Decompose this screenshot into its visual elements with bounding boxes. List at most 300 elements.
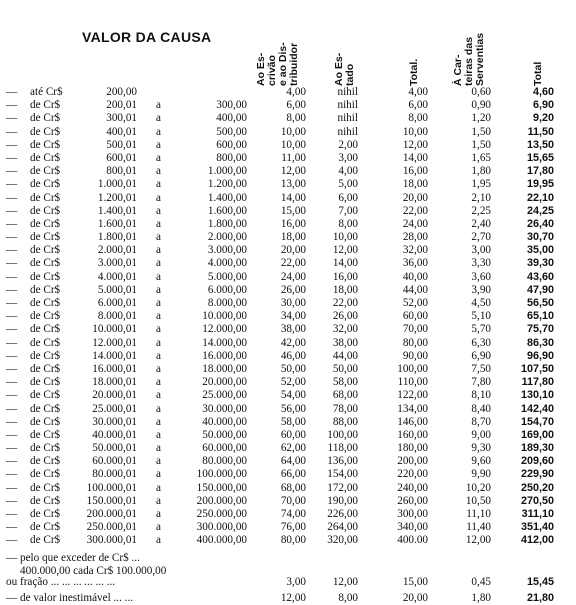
cell-cart: 1,80 — [471, 165, 491, 178]
cell-tot: 146,00 — [397, 415, 428, 428]
cell-high: 200.000,00 — [196, 494, 247, 507]
cell-pfx: de Cr$ — [30, 270, 61, 283]
cell-a: a — [156, 415, 161, 428]
cell-cart: 0,45 — [471, 575, 491, 588]
cell-tot: 220,00 — [397, 468, 428, 481]
cell-high: 250.000,00 — [196, 508, 247, 520]
cell-tot: 18,00 — [402, 178, 428, 191]
cell-low: 150.000,01 — [86, 494, 137, 507]
cell-dash: — — [6, 178, 18, 191]
cell-esc: 26,00 — [280, 283, 306, 296]
cell-cart: 2,25 — [471, 204, 491, 217]
header-carteiras — [453, 33, 486, 86]
cell-high: 18.000,00 — [202, 362, 247, 375]
cell-high: 600,00 — [216, 138, 247, 151]
cell-pfx: de Cr$ — [30, 508, 61, 520]
cell-a: a — [156, 310, 161, 323]
table-row — [0, 429, 576, 442]
footer-label: — de valor inestimável ... ... — [6, 591, 134, 604]
header-carteiras-line-3: Serventias — [474, 32, 486, 86]
cell-cart: 1,20 — [471, 112, 491, 125]
cell-tot: 8,00 — [408, 112, 428, 125]
cell-pfx: de Cr$ — [30, 217, 61, 230]
cell-total: 43,60 — [526, 270, 554, 283]
cell-total: 154,70 — [520, 415, 554, 428]
cell-total: 4,60 — [532, 86, 554, 98]
cell-est: 16,00 — [332, 270, 358, 283]
cell-dash: — — [6, 257, 18, 270]
cell-high: 8.000,00 — [207, 297, 247, 309]
cell-cart: 9,60 — [471, 455, 491, 468]
cell-cart: 3,30 — [471, 257, 491, 270]
cell-tot: 24,00 — [402, 217, 428, 230]
cell-a: a — [156, 231, 161, 244]
header-carteiras-line-1: À Car- — [452, 54, 464, 86]
cell-a: a — [156, 389, 161, 402]
footer-excedente-line-2: 400.000,00 cada Cr$ 100.000,00 — [20, 565, 167, 577]
cell-dash: — — [6, 534, 18, 547]
cell-pfx: de Cr$ — [30, 442, 61, 455]
cell-dash: — — [6, 231, 18, 244]
header-escrivao-line-3: e ao Dis- — [277, 42, 289, 86]
cell-esc: 56,00 — [280, 402, 306, 415]
cell-total: 22,10 — [526, 191, 554, 204]
cell-pfx: de Cr$ — [30, 257, 61, 270]
cell-total: 86,30 — [526, 336, 554, 349]
cell-est: 88,00 — [332, 415, 358, 428]
cell-cart: 1,80 — [471, 591, 491, 604]
cell-pfx: de Cr$ — [30, 231, 61, 244]
cell-low: 800,01 — [106, 165, 137, 178]
cell-cart: 1,95 — [471, 178, 491, 191]
cell-cart: 0,90 — [471, 99, 491, 112]
cell-low: 200.000,01 — [86, 508, 137, 520]
cell-high: 40.000,00 — [202, 415, 247, 428]
table-row — [0, 534, 576, 547]
cell-high: 25.000,00 — [202, 389, 247, 402]
cell-est: 78,00 — [332, 402, 358, 415]
cell-total: 39,30 — [526, 257, 554, 270]
cell-total: 107,50 — [520, 362, 554, 375]
cell-total: 17,80 — [526, 165, 554, 178]
cell-esc: 80,00 — [280, 534, 306, 547]
cell-high: 300.000,00 — [196, 521, 247, 534]
cell-est: 3,00 — [338, 151, 358, 164]
cell-est: 38,00 — [332, 336, 358, 349]
cell-a: a — [156, 151, 161, 164]
cell-high: 300,00 — [216, 99, 247, 112]
cell-esc: 18,00 — [280, 231, 306, 244]
cell-high: 1.200,00 — [207, 178, 247, 191]
cell-cart: 10,50 — [465, 494, 491, 507]
cell-dash: — — [6, 481, 18, 494]
cell-esc: 10,00 — [280, 138, 306, 151]
cell-total: 30,70 — [526, 231, 554, 244]
cell-dash: — — [6, 297, 18, 309]
cell-high: 20.000,00 — [202, 376, 247, 389]
cell-total: 13,50 — [526, 138, 554, 151]
table-row — [0, 139, 576, 152]
table-row — [0, 178, 576, 191]
cell-est: nihil — [337, 86, 358, 98]
cell-total: 130,10 — [520, 389, 554, 402]
cell-tot: 70,00 — [402, 323, 428, 336]
cell-cart: 0,60 — [471, 86, 491, 98]
cell-pfx: de Cr$ — [30, 389, 61, 402]
cell-pfx: de Cr$ — [30, 310, 61, 323]
cell-a: a — [156, 323, 161, 336]
cell-total: 250,20 — [520, 481, 554, 494]
cell-esc: 30,00 — [280, 297, 306, 309]
cell-low: 6.000,01 — [97, 297, 137, 309]
cell-total: 270,50 — [520, 494, 554, 507]
cell-dash: — — [6, 151, 18, 164]
cell-dash: — — [6, 112, 18, 125]
cell-est: 68,00 — [332, 389, 358, 402]
cell-dash: — — [6, 86, 18, 98]
table-row — [0, 389, 576, 402]
cell-a: a — [156, 494, 161, 507]
cell-dash: — — [6, 494, 18, 507]
table-row — [0, 218, 576, 231]
cell-tot: 52,00 — [402, 297, 428, 309]
cell-est: 22,00 — [332, 297, 358, 309]
cell-est: 172,00 — [327, 481, 358, 494]
table-row — [0, 126, 576, 139]
cell-dash: — — [6, 244, 18, 257]
cell-cart: 8,40 — [471, 402, 491, 415]
cell-high: 3.000,00 — [207, 244, 247, 257]
cell-tot: 90,00 — [402, 349, 428, 362]
cell-low: 1.200,01 — [97, 191, 137, 204]
cell-tot: 20,00 — [402, 591, 428, 604]
cell-dash: — — [6, 217, 18, 230]
cell-dash: — — [6, 508, 18, 520]
cell-cart: 9,00 — [471, 428, 491, 441]
footer-excedente-line-1: — pelo que exceder de Cr$ ... — [6, 552, 140, 564]
cell-high: 4.000,00 — [207, 257, 247, 270]
cell-esc: 74,00 — [280, 508, 306, 520]
cell-total: 19,95 — [526, 178, 554, 191]
cell-dash: — — [6, 415, 18, 428]
cell-pfx: de Cr$ — [30, 323, 61, 336]
cell-tot: 20,00 — [402, 191, 428, 204]
cell-total: 26,40 — [526, 217, 554, 230]
cell-cart: 2,70 — [471, 231, 491, 244]
cell-cart: 11,40 — [466, 521, 491, 534]
table-row — [0, 403, 576, 416]
cell-high: 2.000,00 — [207, 231, 247, 244]
cell-est: 8,00 — [338, 217, 358, 230]
cell-esc: 34,00 — [280, 310, 306, 323]
cell-dash: — — [6, 204, 18, 217]
cell-cart: 9,90 — [471, 468, 491, 481]
cell-tot: 40,00 — [402, 270, 428, 283]
cell-cart: 11,10 — [466, 508, 491, 520]
cell-esc: 52,00 — [280, 376, 306, 389]
cell-high: 800,00 — [216, 151, 247, 164]
cell-pfx: de Cr$ — [30, 468, 61, 481]
cell-cart: 3,60 — [471, 270, 491, 283]
cell-cart: 1,65 — [471, 151, 491, 164]
cell-pfx: de Cr$ — [30, 138, 61, 151]
cell-high: 150.000,00 — [196, 481, 247, 494]
cell-high: 14.000,00 — [202, 336, 247, 349]
cell-total: 209,60 — [520, 455, 554, 468]
cell-est: 264,00 — [327, 521, 358, 534]
cell-a: a — [156, 178, 161, 191]
cell-total: 117,80 — [521, 376, 554, 389]
cell-low: 16.000,01 — [92, 362, 137, 375]
cell-cart: 7,50 — [471, 362, 491, 375]
cell-total: 65,10 — [526, 310, 554, 323]
cell-tot: 100,00 — [397, 362, 428, 375]
cell-dash: — — [6, 191, 18, 204]
cell-total: 56,50 — [526, 297, 554, 309]
cell-low: 250.000,01 — [86, 521, 137, 534]
cell-esc: 16,00 — [280, 217, 306, 230]
cell-est: 190,00 — [327, 494, 358, 507]
cell-a: a — [156, 112, 161, 125]
cell-low: 2.000,01 — [97, 244, 137, 257]
cell-tot: 80,00 — [402, 336, 428, 349]
cell-pfx: de Cr$ — [30, 244, 61, 257]
cell-high: 80.000,00 — [202, 455, 247, 468]
cell-a: a — [156, 244, 161, 257]
cell-est: nihil — [337, 99, 358, 112]
cell-dash: — — [6, 468, 18, 481]
cell-dash: — — [6, 376, 18, 389]
cell-tot: 260,00 — [397, 494, 428, 507]
cell-total: 24,25 — [526, 204, 554, 217]
cell-total: 96,90 — [526, 349, 554, 362]
cell-cart: 10,20 — [465, 481, 491, 494]
cell-total: 169,00 — [520, 428, 554, 441]
cell-high: 400.000,00 — [196, 534, 247, 547]
cell-pfx: de Cr$ — [30, 204, 61, 217]
table-row — [0, 468, 576, 481]
cell-low: 80.000,01 — [92, 468, 137, 481]
cell-dash: — — [6, 270, 18, 283]
cell-low: 3.000,01 — [97, 257, 137, 270]
cell-esc: 46,00 — [280, 349, 306, 362]
cell-esc: 4,00 — [286, 86, 306, 98]
table-row — [0, 376, 576, 389]
cell-cart: 9,30 — [471, 442, 491, 455]
header-total — [409, 59, 420, 86]
cell-esc: 6,00 — [286, 99, 306, 112]
cell-pfx: de Cr$ — [30, 534, 61, 547]
header-estado-line-2: tado — [344, 63, 356, 86]
cell-cart: 3,90 — [471, 283, 491, 296]
table-row — [0, 363, 576, 376]
cell-low: 20.000,01 — [92, 389, 137, 402]
table-row — [0, 99, 576, 112]
table-row — [0, 442, 576, 455]
table-row — [0, 323, 576, 336]
cell-high: 1.600,00 — [207, 204, 247, 217]
table-row — [0, 416, 576, 429]
table-row — [0, 495, 576, 508]
cell-tot: 36,00 — [402, 257, 428, 270]
cell-tot: 300,00 — [397, 508, 428, 520]
cell-dash: — — [6, 521, 18, 534]
cell-pfx: de Cr$ — [30, 376, 61, 389]
cell-est: 5,00 — [338, 178, 358, 191]
cell-pfx: de Cr$ — [30, 178, 61, 191]
table-row — [0, 244, 576, 257]
cell-a: a — [156, 191, 161, 204]
cell-dash: — — [6, 165, 18, 178]
cell-esc: 13,00 — [280, 178, 306, 191]
cell-est: 50,00 — [332, 362, 358, 375]
cell-a: a — [156, 455, 161, 468]
cell-pfx: de Cr$ — [30, 428, 61, 441]
cell-low: 300.000,01 — [86, 534, 137, 547]
cell-pfx: de Cr$ — [30, 151, 61, 164]
cell-a: a — [156, 468, 161, 481]
cell-dash: — — [6, 389, 18, 402]
cell-est: 32,00 — [332, 323, 358, 336]
table-row — [0, 297, 576, 310]
cell-est: 154,00 — [327, 468, 358, 481]
cell-a: a — [156, 270, 161, 283]
footer-label: ou fração ... ... ... ... ... ... — [6, 575, 116, 588]
cell-tot: 400.00 — [397, 534, 428, 547]
cell-a: a — [156, 99, 161, 112]
cell-high: 1.800,00 — [207, 217, 247, 230]
cell-low: 12.000,01 — [92, 336, 137, 349]
cell-pfx: de Cr$ — [30, 336, 61, 349]
cell-pfx: de Cr$ — [30, 125, 61, 138]
cell-pfx: de Cr$ — [30, 494, 61, 507]
cell-pfx: de Cr$ — [30, 99, 61, 112]
cell-pfx: até Cr$ — [30, 86, 63, 98]
cell-pfx: de Cr$ — [30, 521, 61, 534]
cell-tot: 15,00 — [402, 575, 428, 588]
cell-high: 6.000,00 — [207, 283, 247, 296]
cell-a: a — [156, 257, 161, 270]
header-escrivao — [256, 42, 300, 86]
header-escrivao-line-1: Ao Es- — [255, 52, 267, 86]
cell-cart: 2,40 — [471, 217, 491, 230]
header-total-final-line: Total — [532, 61, 544, 86]
cell-high: 16.000,00 — [202, 349, 247, 362]
cell-tot: 110,00 — [397, 376, 428, 389]
table-row — [0, 257, 576, 270]
cell-high: 50.000,00 — [202, 428, 247, 441]
table-row — [0, 508, 576, 521]
cell-esc: 62,00 — [280, 442, 306, 455]
header-carteiras-line-2: teiras das — [463, 36, 475, 86]
table-row — [0, 310, 576, 323]
cell-low: 400,01 — [106, 125, 137, 138]
cell-cart: 5,70 — [471, 323, 491, 336]
cell-tot: 200,00 — [397, 455, 428, 468]
cell-low: 1.800,01 — [97, 231, 137, 244]
cell-tot: 240,00 — [397, 481, 428, 494]
cell-low: 8.000,01 — [97, 310, 137, 323]
cell-total: 229,90 — [520, 468, 554, 481]
cell-est: 118,00 — [327, 442, 358, 455]
cell-dash: — — [6, 349, 18, 362]
cell-cart: 2,10 — [471, 191, 491, 204]
cell-esc: 14,00 — [280, 191, 306, 204]
cell-high: 500,00 — [216, 125, 247, 138]
cell-pfx: de Cr$ — [30, 481, 61, 494]
cell-esc: 12,00 — [280, 165, 306, 178]
cell-pfx: de Cr$ — [30, 165, 61, 178]
cell-tot: 10,00 — [402, 125, 428, 138]
cell-est: 4,00 — [338, 165, 358, 178]
cell-tot: 122,00 — [397, 389, 428, 402]
cell-high: 30.000,00 — [202, 402, 247, 415]
cell-a: a — [156, 362, 161, 375]
cell-cart: 1,50 — [471, 125, 491, 138]
table-row — [0, 350, 576, 363]
cell-est: 26,00 — [332, 310, 358, 323]
cell-pfx: de Cr$ — [30, 191, 61, 204]
cell-a: a — [156, 428, 161, 441]
cell-dash: — — [6, 283, 18, 296]
cell-esc: 38,00 — [280, 323, 306, 336]
cell-low: 1.600,01 — [97, 217, 137, 230]
cell-dash: — — [6, 455, 18, 468]
cell-est: nihil — [337, 125, 358, 138]
header-escrivao-line-4: tribuidor — [288, 42, 300, 86]
cell-a: a — [156, 165, 161, 178]
cell-high: 100.000,00 — [196, 468, 247, 481]
cell-est: 100,00 — [327, 428, 358, 441]
cell-pfx: de Cr$ — [30, 362, 61, 375]
table-row — [0, 231, 576, 244]
cell-a: a — [156, 217, 161, 230]
cell-cart: 7,80 — [471, 376, 491, 389]
cell-est: 14,00 — [332, 257, 358, 270]
cell-esc: 24,00 — [280, 270, 306, 283]
cell-est: 44,00 — [332, 349, 358, 362]
cell-low: 4.000,01 — [97, 270, 137, 283]
cell-low: 5.000,01 — [97, 283, 137, 296]
cell-tot: 44,00 — [402, 283, 428, 296]
cell-esc: 54,00 — [280, 389, 306, 402]
cell-est: 226,00 — [327, 508, 358, 520]
cell-a: a — [156, 534, 161, 547]
cell-esc: 70,00 — [280, 494, 306, 507]
cell-esc: 15,00 — [280, 204, 306, 217]
cell-cart: 8,10 — [471, 389, 491, 402]
cell-total: 412,00 — [520, 534, 554, 547]
cell-total: 47,90 — [526, 283, 554, 296]
cell-dash: — — [6, 336, 18, 349]
table-row — [0, 205, 576, 218]
cell-tot: 14,00 — [402, 151, 428, 164]
cell-low: 200,00 — [106, 86, 137, 98]
cell-cart: 6,30 — [471, 336, 491, 349]
cell-a: a — [156, 283, 161, 296]
table-row — [0, 152, 576, 165]
cell-cart: 4,50 — [471, 297, 491, 309]
cell-cart: 3,00 — [471, 244, 491, 257]
cell-pfx: de Cr$ — [30, 112, 61, 125]
table-row — [0, 455, 576, 468]
cell-a: a — [156, 125, 161, 138]
header-escrivao-line-2: crivão — [266, 55, 278, 86]
cell-esc: 58,00 — [280, 415, 306, 428]
cell-total: 75,70 — [526, 323, 554, 336]
cell-total: 311,10 — [521, 508, 554, 520]
cell-dash: — — [6, 125, 18, 138]
